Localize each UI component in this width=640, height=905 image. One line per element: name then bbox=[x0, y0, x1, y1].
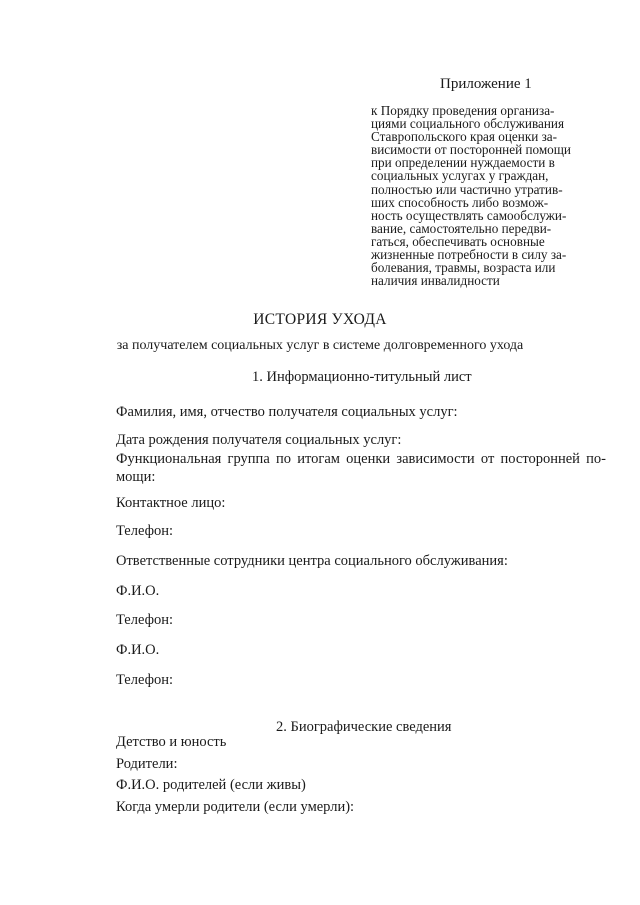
appendix-subtitle-line: социальных услугах у граждан, bbox=[371, 168, 549, 184]
appendix-subtitle-line: к Порядку проведения организа- bbox=[371, 103, 555, 118]
appendix-subtitle-line: висимости от посторонней помощи bbox=[371, 142, 571, 158]
field-contact-person-label: Контактное лицо: bbox=[116, 495, 226, 511]
appendix-subtitle-line: при определении нуждаемости в bbox=[371, 155, 555, 171]
appendix-subtitle-line: полностью или частично утратив- bbox=[371, 181, 563, 197]
appendix-title: Приложение 1 bbox=[440, 76, 532, 92]
field-parents-death-label: Когда умерли родители (если умерли): bbox=[116, 799, 355, 815]
document-subtitle: за получателем социальных услуг в системе долговременного ухода bbox=[116, 338, 524, 353]
field-birth-date-label: Дата рождения получателя социальных услуг: bbox=[116, 432, 402, 448]
field-staff-phone-label: Телефон: bbox=[116, 612, 174, 628]
appendix-subtitle-line: гаться, обеспечивать основные bbox=[371, 233, 545, 249]
section-2-heading: 2. Биографические сведения bbox=[276, 719, 452, 735]
appendix-subtitle-line: жизненные потребности в силу за- bbox=[371, 247, 567, 263]
appendix-subtitle-line: болевания, травмы, возраста или bbox=[371, 260, 556, 276]
field-full-name-label: Фамилия, имя, отчество получателя социальных услуг: bbox=[116, 404, 458, 420]
field-parents-label: Родители: bbox=[116, 756, 178, 772]
field-responsible-staff-label: Ответственные сотрудники центра социального обслуживания: bbox=[116, 553, 508, 569]
appendix-subtitle-line: ших способность либо возмож- bbox=[371, 194, 549, 210]
appendix-subtitle-line: наличия инвалидности bbox=[371, 273, 500, 289]
appendix-subtitle-line: ность осуществлять самообслужи- bbox=[371, 207, 567, 223]
field-functional-group-label: Функциональная группа по итогам оценки зависимости от посторонней по-мощи: bbox=[116, 451, 606, 485]
appendix-subtitle-line: вание, самостоятельно передви- bbox=[371, 220, 552, 236]
appendix-subtitle bbox=[371, 104, 587, 287]
field-staff-phone-label: Телефон: bbox=[116, 672, 174, 688]
section-1-heading: 1. Информационно-титульный лист bbox=[252, 369, 472, 385]
field-parents-names-label: Ф.И.О. родителей (если живы) bbox=[116, 777, 306, 793]
field-phone-label: Телефон: bbox=[116, 523, 174, 539]
appendix-subtitle-line: циями социального обслуживания bbox=[371, 116, 565, 132]
field-staff-name-label: Ф.И.О. bbox=[116, 642, 160, 658]
appendix-subtitle-line: Ставропольского края оценки за- bbox=[371, 129, 558, 145]
field-childhood-label: Детство и юность bbox=[116, 734, 227, 750]
field-staff-name-label: Ф.И.О. bbox=[116, 583, 160, 599]
document-title: ИСТОРИЯ УХОДА bbox=[253, 311, 387, 328]
